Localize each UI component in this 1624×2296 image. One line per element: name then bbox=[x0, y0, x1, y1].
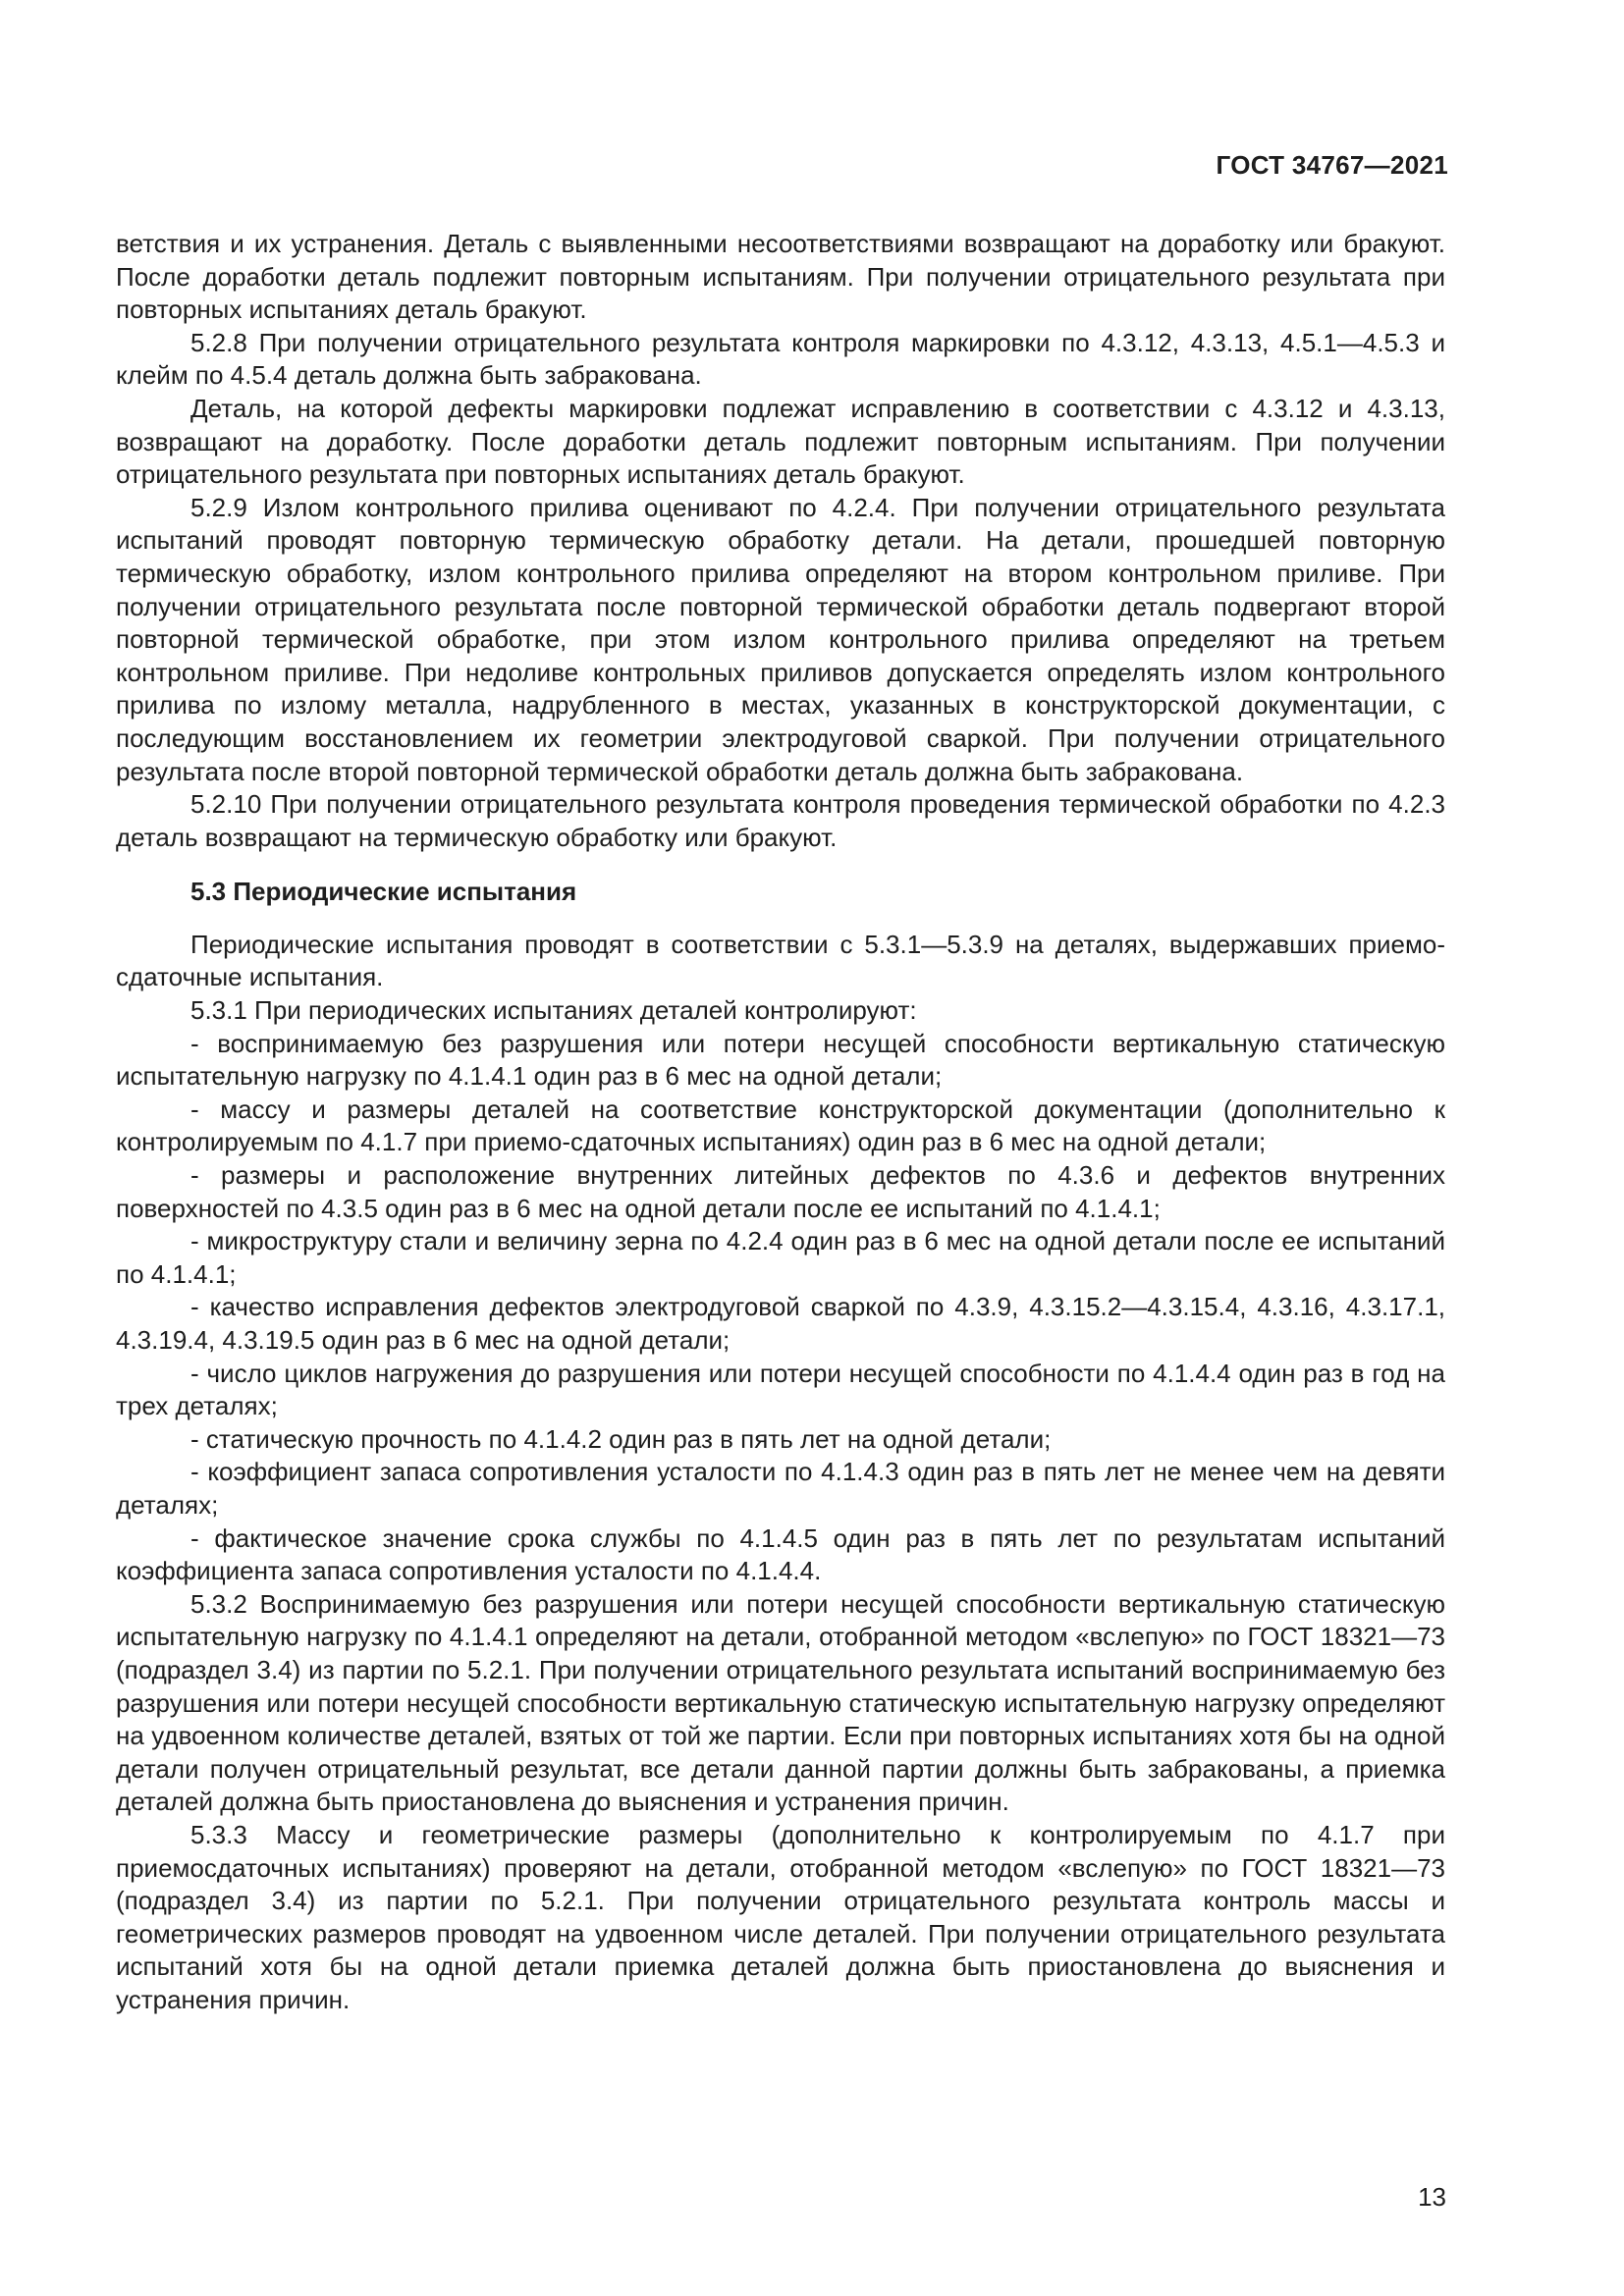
paragraph-5-3-2: 5.3.2 Воспринимаемую без разрушения или потери несущей способности вертикальную статическую испытательную нагрузку по 4.1.4.1 определяют на детали, отобранной методом «вслепую» по ГОСТ 18321—73 (подраздел 3.4) из партии по 5.2.1. При получении отрицательного результата испытаний воспринимаемую без разрушения или потери несущей способности вертикальную статическую испытательную нагрузку определяют на удвоенном количестве деталей, взятых от той же партии. Если при повторных испытаниях хотя бы на одной детали получен отрицательный результат, все детали данной партии должны быть забракованы, а приемка деталей должна быть приостановлена до выяснения и устранения причин. bbox=[116, 1588, 1445, 1817]
list-item: - размеры и расположение внутренних литейных дефектов по 4.3.6 и дефектов внутренних поверхностей по 4.3.5 один раз в 6 мес на одной детали после ее испытаний по 4.1.4.1; bbox=[116, 1160, 1445, 1223]
paragraph-5-2-8: 5.2.8 При получении отрицательного результата контроля маркировки по 4.3.12, 4.3.13, 4.5.1—4.5.3 и клейм по 4.5.4 деталь должна быть забракована. bbox=[116, 327, 1445, 391]
paragraph-5-2-9: 5.2.9 Излом контрольного прилива оценивают по 4.2.4. При получении отрицательного результата испытаний проводят повторную термическую обработку детали. На детали, прошедшей повторную термическую обработку, излом контрольного прилива определяют на втором контрольном приливе. При получении отрицательного результата после повторной термической обработки деталь подвергают второй повторной термической обработке, при этом излом контрольного прилива определяют на третьем контрольном приливе. При недоливе контрольных приливов допускается определять излом контрольного прилива по излому металла, надрубленного в местах, указанных в конструкторской документации, с последующим восстановлением их геометрии электродуговой сваркой. При получении отрицательного результата после второй повторной термической обработки деталь должна быть забракована. bbox=[116, 492, 1445, 786]
document-id: ГОСТ 34767—2021 bbox=[1216, 150, 1448, 180]
list-item: - число циклов нагружения до разрушения или потери несущей способности по 4.1.4.4 один раз в год на трех деталях; bbox=[116, 1358, 1445, 1421]
paragraph-marking-defects: Деталь, на которой дефекты маркировки подлежат исправлению в соответствии с 4.3.12 и 4.3.13, возвращают на доработку. После доработки деталь подлежит повторным испытаниям. При получении отрицательного результата при повторных испытаниях деталь бракуют. bbox=[116, 393, 1445, 490]
list-item: - коэффициент запаса сопротивления усталости по 4.1.4.3 один раз в пять лет не менее чем на девяти деталях; bbox=[116, 1457, 1445, 1520]
list-item: - качество исправления дефектов электродуговой сваркой по 4.3.9, 4.3.15.2—4.3.15.4, 4.3.16, 4.3.17.1, 4.3.19.4, 4.3.19.5 один раз в 6 мес на одной детали; bbox=[116, 1292, 1445, 1355]
paragraph-5-2-10: 5.2.10 При получении отрицательного результата контроля проведения термической обработки по 4.2.3 деталь возвращают на термическую обработку или бракуют. bbox=[116, 789, 1445, 852]
page-number: 13 bbox=[1418, 2182, 1446, 2212]
list-item: - массу и размеры деталей на соответствие конструкторской документации (дополнительно к контролируемым по 4.1.7 при приемо-сдаточных испытаниях) один раз в 6 мес на одной детали; bbox=[116, 1094, 1445, 1157]
section-heading-5-3: 5.3 Периодические испытания bbox=[190, 877, 577, 907]
paragraph-5-3-1: 5.3.1 При периодических испытаниях деталей контролируют: bbox=[190, 995, 917, 1026]
list-item: - статическую прочность по 4.1.4.2 один раз в пять лет на одной детали; bbox=[190, 1423, 1052, 1454]
document-header bbox=[1217, 150, 1449, 181]
paragraph-continuation: ветствия и их устранения. Деталь с выявленными несоответствиями возвращают на доработку или бракуют. После доработки деталь подлежит повторным испытаниям. При получении отрицательного результата при повторных испытаниях деталь бракуют. bbox=[116, 229, 1445, 325]
document-body bbox=[116, 228, 1445, 2016]
list-item: - микроструктуру стали и величину зерна по 4.2.4 один раз в 6 мес на одной детали после ее испытаний по 4.1.4.1; bbox=[116, 1226, 1445, 1289]
list-item: - воспринимаемую без разрушения или потери несущей способности вертикальную статическую испытательную нагрузку по 4.1.4.1 один раз в 6 мес на одной детали; bbox=[116, 1028, 1445, 1092]
paragraph-5-3-3: 5.3.3 Массу и геометрические размеры (дополнительно к контролируемым по 4.1.7 при приемосдаточных испытаниях) проверяют на детали, отобранной методом «вслепую» по ГОСТ 18321—73 (подраздел 3.4) из партии по 5.2.1. При получении отрицательного результата контроль массы и геометрических размеров проводят на удвоенном числе деталей. При получении отрицательного результата испытаний хотя бы на одной детали приемка деталей должна быть приостановлена до выяснения и устранения причин. bbox=[116, 1819, 1445, 2014]
list-item: - фактическое значение срока службы по 4.1.4.5 один раз в пять лет по результатам испытаний коэффициента запаса сопротивления усталости по 4.1.4.4. bbox=[116, 1522, 1445, 1586]
paragraph-periodic-intro: Периодические испытания проводят в соответствии с 5.3.1—5.3.9 на деталях, выдержавших приемо-сдаточные испытания. bbox=[116, 929, 1445, 992]
